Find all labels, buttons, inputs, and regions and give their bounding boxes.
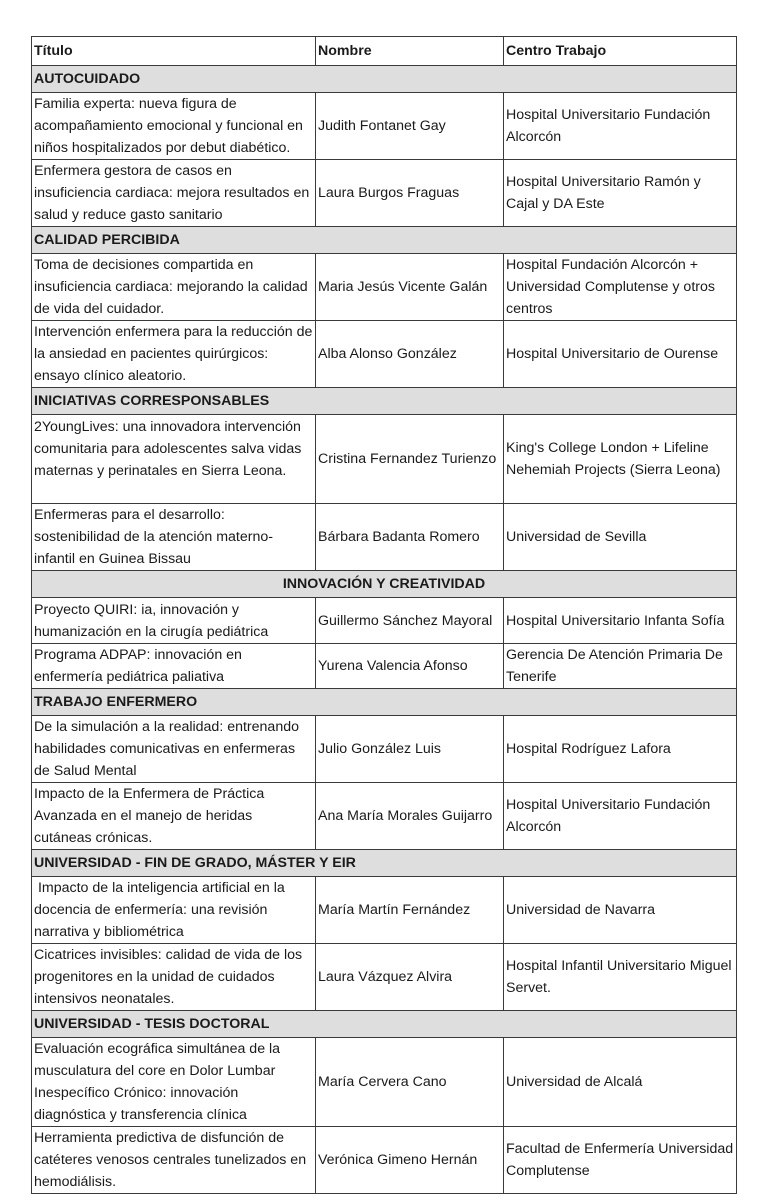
cell-titulo: Impacto de la inteligencia artificial en la docencia de enfermería: una revisión narrativa y bibliométrica (32, 877, 316, 944)
cell-titulo: Proyecto QUIRI: ia, innovación y humanización en la cirugía pediátrica (32, 598, 316, 644)
header-centro: Centro Trabajo (504, 37, 737, 66)
cell-nombre: Guillermo Sánchez Mayoral (316, 598, 504, 644)
header-row (32, 37, 737, 66)
cell-titulo: Toma de decisiones compartida en insuficiencia cardiaca: mejorando la calidad de vida del cuidador. (32, 254, 316, 321)
cell-centro: Hospital Universitario Fundación Alcorcón (504, 93, 737, 160)
section-title: CALIDAD PERCIBIDA (32, 227, 737, 254)
cell-nombre: María Martín Fernández (316, 877, 504, 944)
table-row (32, 254, 737, 321)
cell-centro: Hospital Rodríguez Lafora (504, 716, 737, 783)
cell-nombre: Laura Burgos Fraguas (316, 160, 504, 227)
cell-centro: King's College London + Lifeline Nehemiah Projects (Sierra Leona) (504, 415, 737, 504)
section-row (32, 689, 737, 716)
section-title: INICIATIVAS CORRESPONSABLES (32, 388, 737, 415)
cell-nombre: Julio González Luis (316, 716, 504, 783)
section-title: UNIVERSIDAD - FIN DE GRADO, MÁSTER Y EIR (32, 850, 737, 877)
cell-centro: Universidad de Alcalá (504, 1038, 737, 1127)
table-row (32, 321, 737, 388)
cell-nombre: Verónica Gimeno Hernán (316, 1127, 504, 1194)
cell-titulo: Cicatrices invisibles: calidad de vida de los progenitores en la unidad de cuidados intensivos neonatales. (32, 944, 316, 1011)
cell-nombre: Cristina Fernandez Turienzo (316, 415, 504, 504)
section-row (32, 571, 737, 598)
cell-nombre: Yurena Valencia Afonso (316, 644, 504, 689)
cell-centro: Gerencia De Atención Primaria De Tenerife (504, 644, 737, 689)
cell-nombre: Judith Fontanet Gay (316, 93, 504, 160)
cell-titulo: 2YoungLives: una innovadora intervención comunitaria para adolescentes salva vidas maternas y perinatales en Sierra Leona. (32, 415, 316, 504)
cell-centro: Hospital Universitario de Ourense (504, 321, 737, 388)
header-nombre: Nombre (316, 37, 504, 66)
cell-centro: Universidad de Sevilla (504, 504, 737, 571)
table-row (32, 783, 737, 850)
section-title: UNIVERSIDAD - TESIS DOCTORAL (32, 1011, 737, 1038)
cell-centro: Hospital Infantil Universitario Miguel Servet. (504, 944, 737, 1011)
table-row (32, 160, 737, 227)
table-row (32, 415, 737, 504)
table-row (32, 644, 737, 689)
cell-titulo: Enfermera gestora de casos en insuficiencia cardiaca: mejora resultados en salud y reduce gasto sanitario (32, 160, 316, 227)
section-title: AUTOCUIDADO (32, 66, 737, 93)
table-row (32, 944, 737, 1011)
cell-centro: Hospital Universitario Ramón y Cajal y DA Este (504, 160, 737, 227)
section-row (32, 388, 737, 415)
cell-titulo: De la simulación a la realidad: entrenando habilidades comunicativas en enfermeras de Salud Mental (32, 716, 316, 783)
cell-nombre: María Cervera Cano (316, 1038, 504, 1127)
section-title: INNOVACIÓN Y CREATIVIDAD (32, 571, 737, 598)
cell-titulo: Programa ADPAP: innovación en enfermería pediátrica paliativa (32, 644, 316, 689)
cell-centro: Hospital Fundación Alcorcón + Universidad Complutense y otros centros (504, 254, 737, 321)
cell-titulo: Impacto de la Enfermera de Práctica Avanzada en el manejo de heridas cutáneas crónicas. (32, 783, 316, 850)
table-row (32, 877, 737, 944)
header-titulo: Título (32, 37, 316, 66)
section-row (32, 227, 737, 254)
cell-titulo: Evaluación ecográfica simultánea de la musculatura del core en Dolor Lumbar Inespecífico Crónico: innovación diagnóstica y transferencia clínica (32, 1038, 316, 1127)
cell-centro: Hospital Universitario Fundación Alcorcón (504, 783, 737, 850)
cell-nombre: Alba Alonso González (316, 321, 504, 388)
cell-nombre: Bárbara Badanta Romero (316, 504, 504, 571)
cell-titulo: Intervención enfermera para la reducción de la ansiedad en pacientes quirúrgicos: ensayo clínico aleatorio. (32, 321, 316, 388)
table-row (32, 504, 737, 571)
cell-centro: Facultad de Enfermería Universidad Complutense (504, 1127, 737, 1194)
table-row (32, 1127, 737, 1194)
table-row (32, 1038, 737, 1127)
cell-centro: Hospital Universitario Infanta Sofía (504, 598, 737, 644)
table-row (32, 598, 737, 644)
cell-nombre: Ana María Morales Guijarro (316, 783, 504, 850)
cell-nombre: Maria Jesús Vicente Galán (316, 254, 504, 321)
cell-nombre: Laura Vázquez Alvira (316, 944, 504, 1011)
table-row (32, 93, 737, 160)
section-row (32, 1011, 737, 1038)
cell-titulo: Herramienta predictiva de disfunción de catéteres venosos centrales tunelizados en hemodiálisis. (32, 1127, 316, 1194)
cell-titulo: Enfermeras para el desarrollo: sostenibilidad de la atención materno-infantil en Guinea Bissau (32, 504, 316, 571)
table-row (32, 716, 737, 783)
section-row (32, 850, 737, 877)
section-row (32, 66, 737, 93)
awards-table (31, 36, 737, 1194)
section-title: TRABAJO ENFERMERO (32, 689, 737, 716)
cell-centro: Universidad de Navarra (504, 877, 737, 944)
cell-titulo: Familia experta: nueva figura de acompañamiento emocional y funcional en niños hospitalizados por debut diabético. (32, 93, 316, 160)
